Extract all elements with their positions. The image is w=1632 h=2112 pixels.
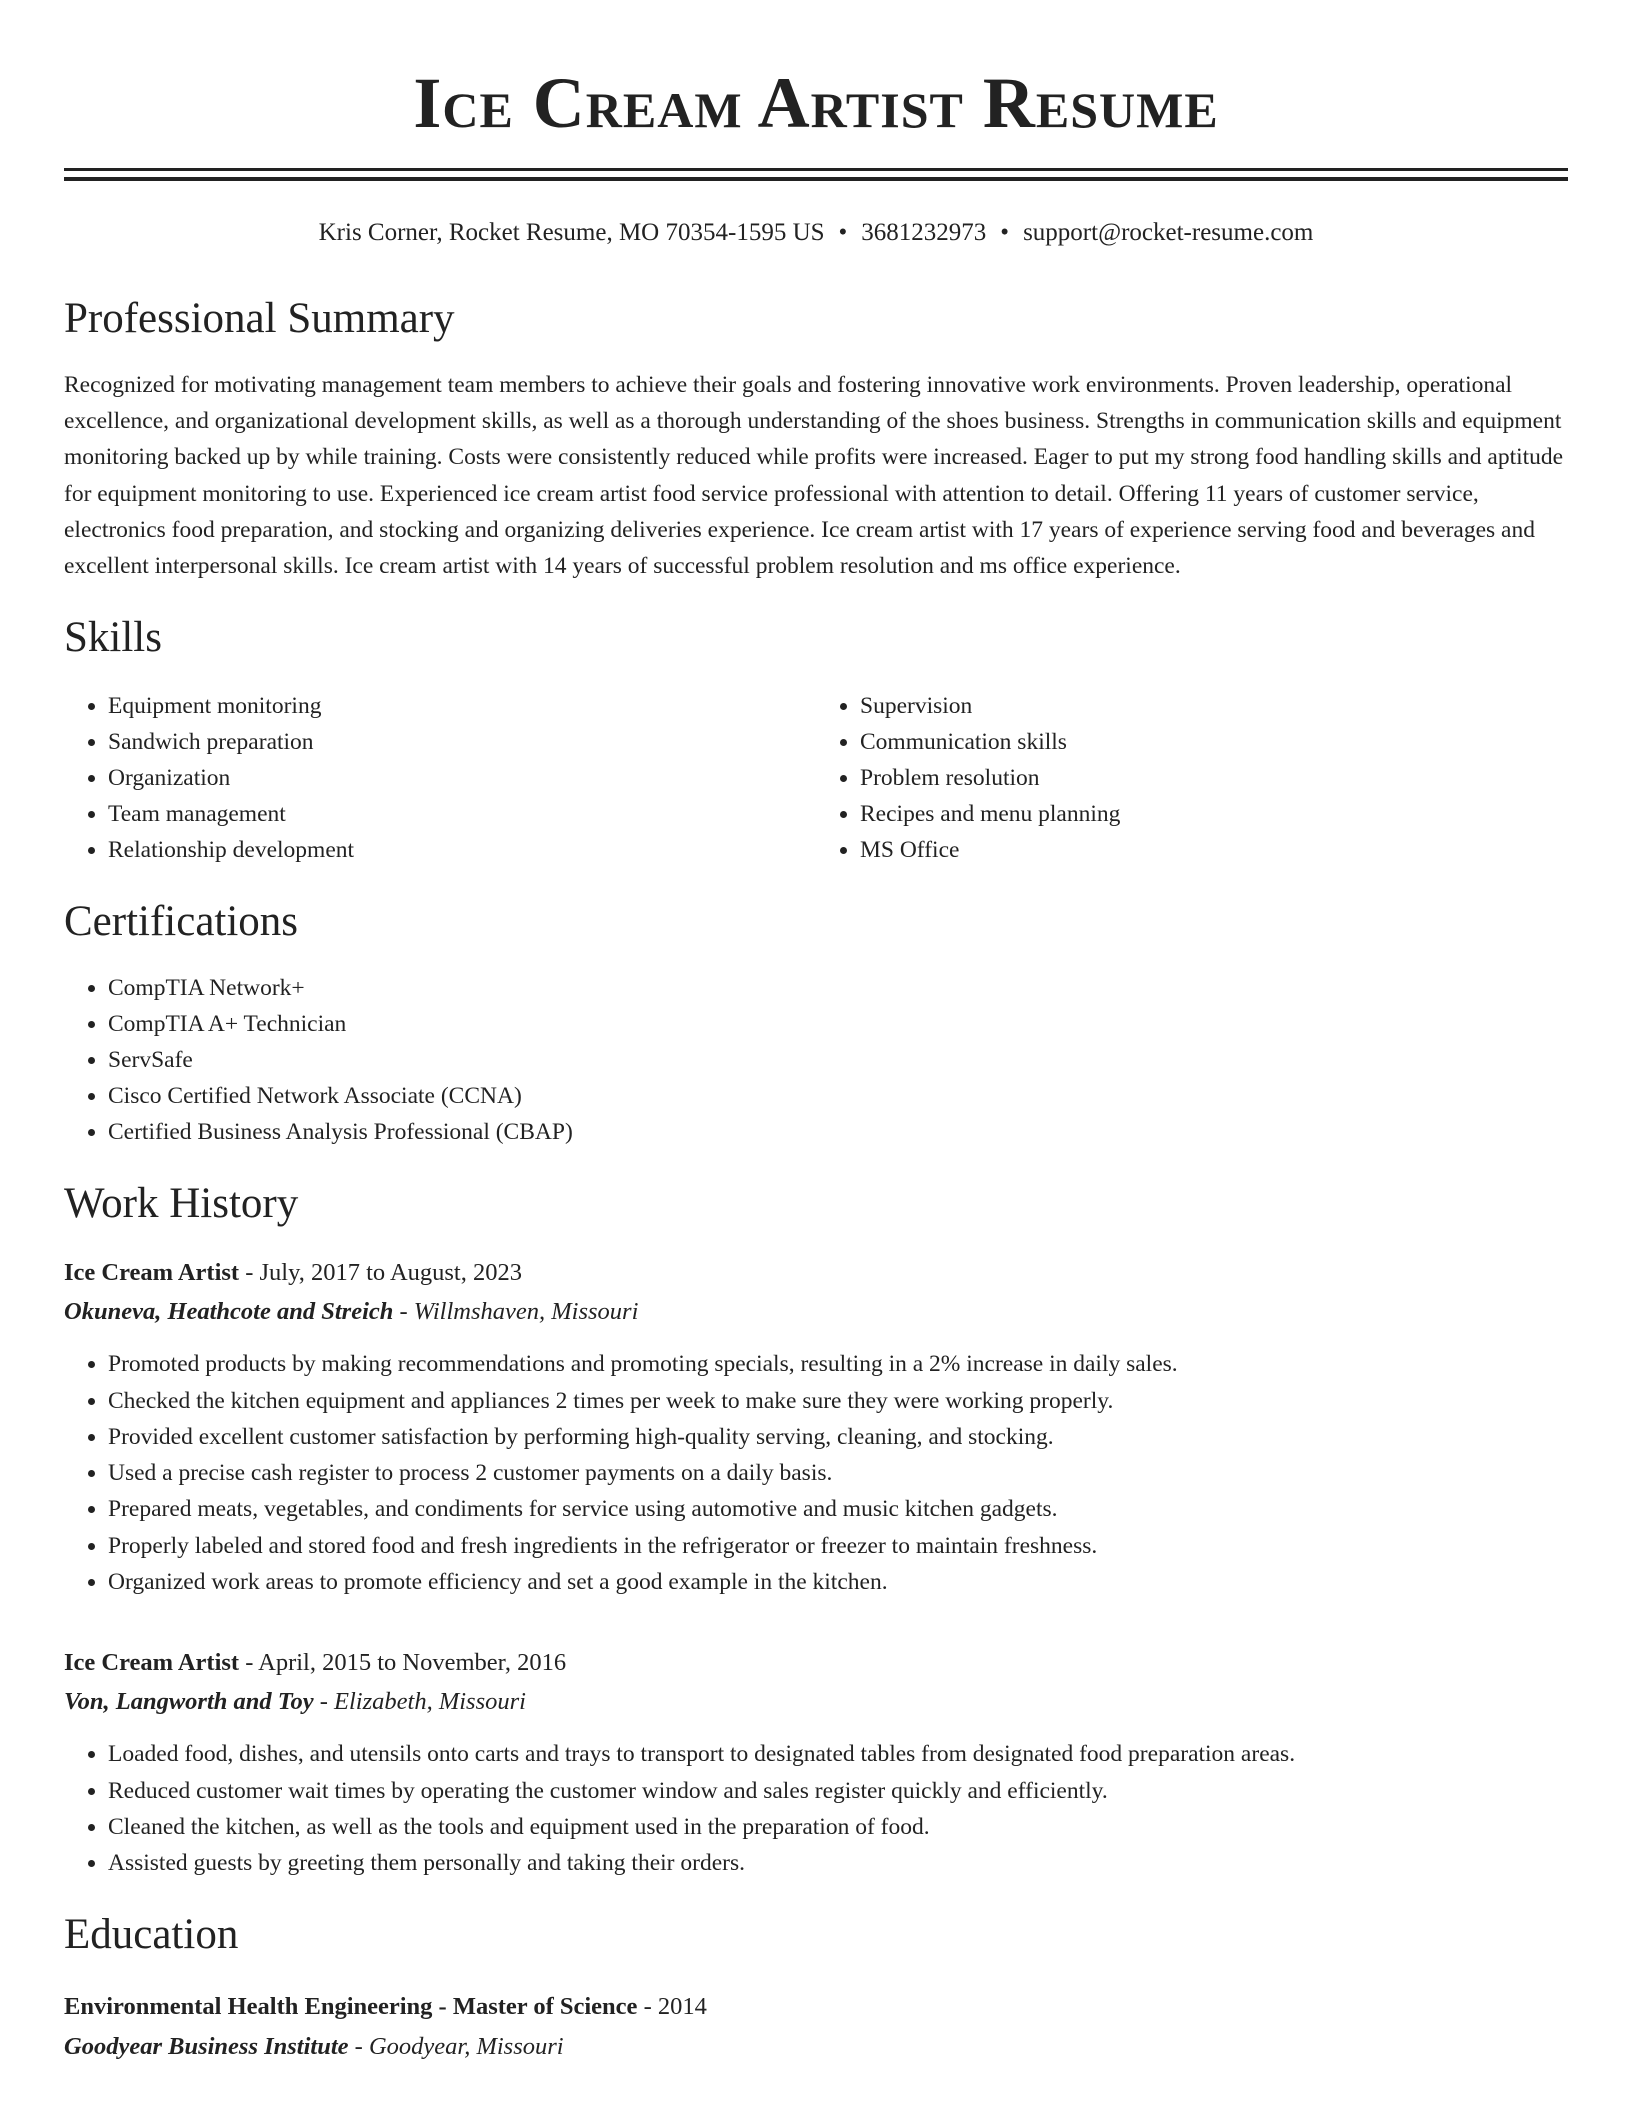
job-bullet: • Cleaned the kitchen, as well as the tools and equipment used in the preparation of food. bbox=[108, 1809, 1568, 1845]
education-school: Goodyear Business Institute bbox=[64, 2033, 349, 2061]
skill-item: • Equipment monitoring bbox=[108, 688, 816, 724]
skills-section bbox=[64, 612, 1568, 868]
school-line bbox=[64, 2027, 1568, 2067]
skill-item: • Supervision bbox=[860, 688, 1568, 724]
skill-item: • Problem resolution bbox=[860, 760, 1568, 796]
employer-line bbox=[64, 1682, 1568, 1722]
job-bullet: • Provided excellent customer satisfaction by performing high-quality serving, cleaning, and stocking. bbox=[108, 1419, 1568, 1455]
title-divider-bottom bbox=[64, 177, 1568, 181]
contact-line bbox=[64, 217, 1568, 249]
job-bullet: • Reduced customer wait times by operating the customer window and sales register quickly and efficiently. bbox=[108, 1773, 1568, 1809]
summary-section bbox=[64, 293, 1568, 584]
job-bullet: • Prepared meats, vegetables, and condiments for service using automotive and music kitchen gadgets. bbox=[108, 1491, 1568, 1527]
skill-item: • Organization bbox=[108, 760, 816, 796]
skill-item: • Relationship development bbox=[108, 832, 816, 868]
job-title-line bbox=[64, 1254, 1568, 1292]
certification-item: • Cisco Certified Network Associate (CCNA) bbox=[108, 1078, 1568, 1114]
job-bullet: • Used a precise cash register to process 2 customer payments on a daily basis. bbox=[108, 1455, 1568, 1491]
summary-text: Recognized for motivating management team members to achieve their goals and fostering innovative work environments. Proven leadership, operational excellence, and organizational development skills, as well as a thorough understanding of the shoes business. Strengths in communication skills and equipment monitoring backed up by while training. Costs were consistently reduced while profits were increased. Eager to put my strong food handling skills and aptitude for equipment monitoring to use. Experienced ice cream artist food service professional with attention to detail. Offering 11 years of customer service, electronics food preparation, and stocking and organizing deliveries experience. Ice cream artist with 17 years of experience serving food and beverages and excellent interpersonal skills. Ice cream artist with 14 years of successful problem resolution and ms office experience. bbox=[64, 372, 1564, 580]
skills-list-left bbox=[64, 688, 816, 868]
certification-item: • CompTIA Network+ bbox=[108, 970, 1568, 1006]
job-bullet: • Promoted products by making recommendations and promoting specials, resulting in a 2% increase in daily sales. bbox=[108, 1346, 1568, 1382]
skill-item: • Sandwich preparation bbox=[108, 724, 816, 760]
job-title-line bbox=[64, 1644, 1568, 1682]
job-bullet: • Organized work areas to promote efficiency and set a good example in the kitchen. bbox=[108, 1564, 1568, 1600]
resume-page bbox=[64, 0, 1568, 2067]
job-bullets bbox=[64, 1736, 1568, 1881]
job-dates: - April, 2015 to November, 2016 bbox=[239, 1649, 567, 1677]
education-location: - Goodyear, Missouri bbox=[348, 2033, 564, 2061]
degree-line bbox=[64, 1987, 1568, 2027]
skill-item: • Communication skills bbox=[860, 724, 1568, 760]
work-history-section bbox=[64, 1178, 1568, 1881]
job-entry bbox=[64, 1644, 1568, 1881]
job-bullet: • Assisted guests by greeting them personally and taking their orders. bbox=[108, 1845, 1568, 1881]
education-degree: Environmental Health Engineering - Master of Science bbox=[64, 1993, 638, 2021]
certifications-heading: Certifications bbox=[64, 898, 299, 946]
title-divider-top bbox=[64, 168, 1568, 171]
certifications-list bbox=[64, 970, 1568, 1150]
skills-grid bbox=[64, 688, 1568, 868]
work-history-heading: Work History bbox=[64, 1180, 299, 1228]
skill-item: • Team management bbox=[108, 796, 816, 832]
contact-separator: • bbox=[1000, 219, 1010, 246]
job-location: - Elizabeth, Missouri bbox=[313, 1688, 526, 1716]
education-section bbox=[64, 1909, 1568, 2067]
job-bullet: • Properly labeled and stored food and fresh ingredients in the refrigerator or freezer to maintain freshness. bbox=[108, 1528, 1568, 1564]
education-year: - 2014 bbox=[637, 1993, 707, 2021]
certifications-section bbox=[64, 896, 1568, 1150]
education-heading: Education bbox=[64, 1911, 239, 1959]
summary-heading: Professional Summary bbox=[64, 295, 455, 342]
skills-heading: Skills bbox=[64, 614, 162, 662]
job-location: - Willmshaven, Missouri bbox=[393, 1298, 639, 1326]
job-bullet: • Loaded food, dishes, and utensils onto carts and trays to transport to designated tables from designated food preparation areas. bbox=[108, 1736, 1568, 1772]
contact-address: Kris Corner, Rocket Resume, MO 70354-1595 US bbox=[318, 219, 825, 246]
employer-line bbox=[64, 1292, 1568, 1332]
job-bullets bbox=[64, 1346, 1568, 1600]
job-company: Von, Langworth and Toy bbox=[64, 1688, 314, 1716]
skills-list-right bbox=[816, 688, 1568, 868]
certification-item: • Certified Business Analysis Professional (CBAP) bbox=[108, 1114, 1568, 1150]
contact-email: support@rocket-resume.com bbox=[1023, 219, 1314, 246]
job-bullet: • Checked the kitchen equipment and appliances 2 times per week to make sure they were working properly. bbox=[108, 1383, 1568, 1419]
job-dates: - July, 2017 to August, 2023 bbox=[239, 1259, 522, 1287]
certification-item: • ServSafe bbox=[108, 1042, 1568, 1078]
skill-item: • Recipes and menu planning bbox=[860, 796, 1568, 832]
skill-item: • MS Office bbox=[860, 832, 1568, 868]
contact-phone: 3681232973 bbox=[861, 219, 987, 246]
job-role: Ice Cream Artist bbox=[64, 1259, 240, 1287]
contact-separator: • bbox=[838, 219, 848, 246]
job-entry bbox=[64, 1254, 1568, 1600]
resume-title: Ice Cream Artist Resume bbox=[413, 63, 1219, 143]
job-company: Okuneva, Heathcote and Streich bbox=[64, 1298, 394, 1326]
job-role: Ice Cream Artist bbox=[64, 1649, 240, 1677]
certification-item: • CompTIA A+ Technician bbox=[108, 1006, 1568, 1042]
education-entry bbox=[64, 1987, 1568, 2067]
